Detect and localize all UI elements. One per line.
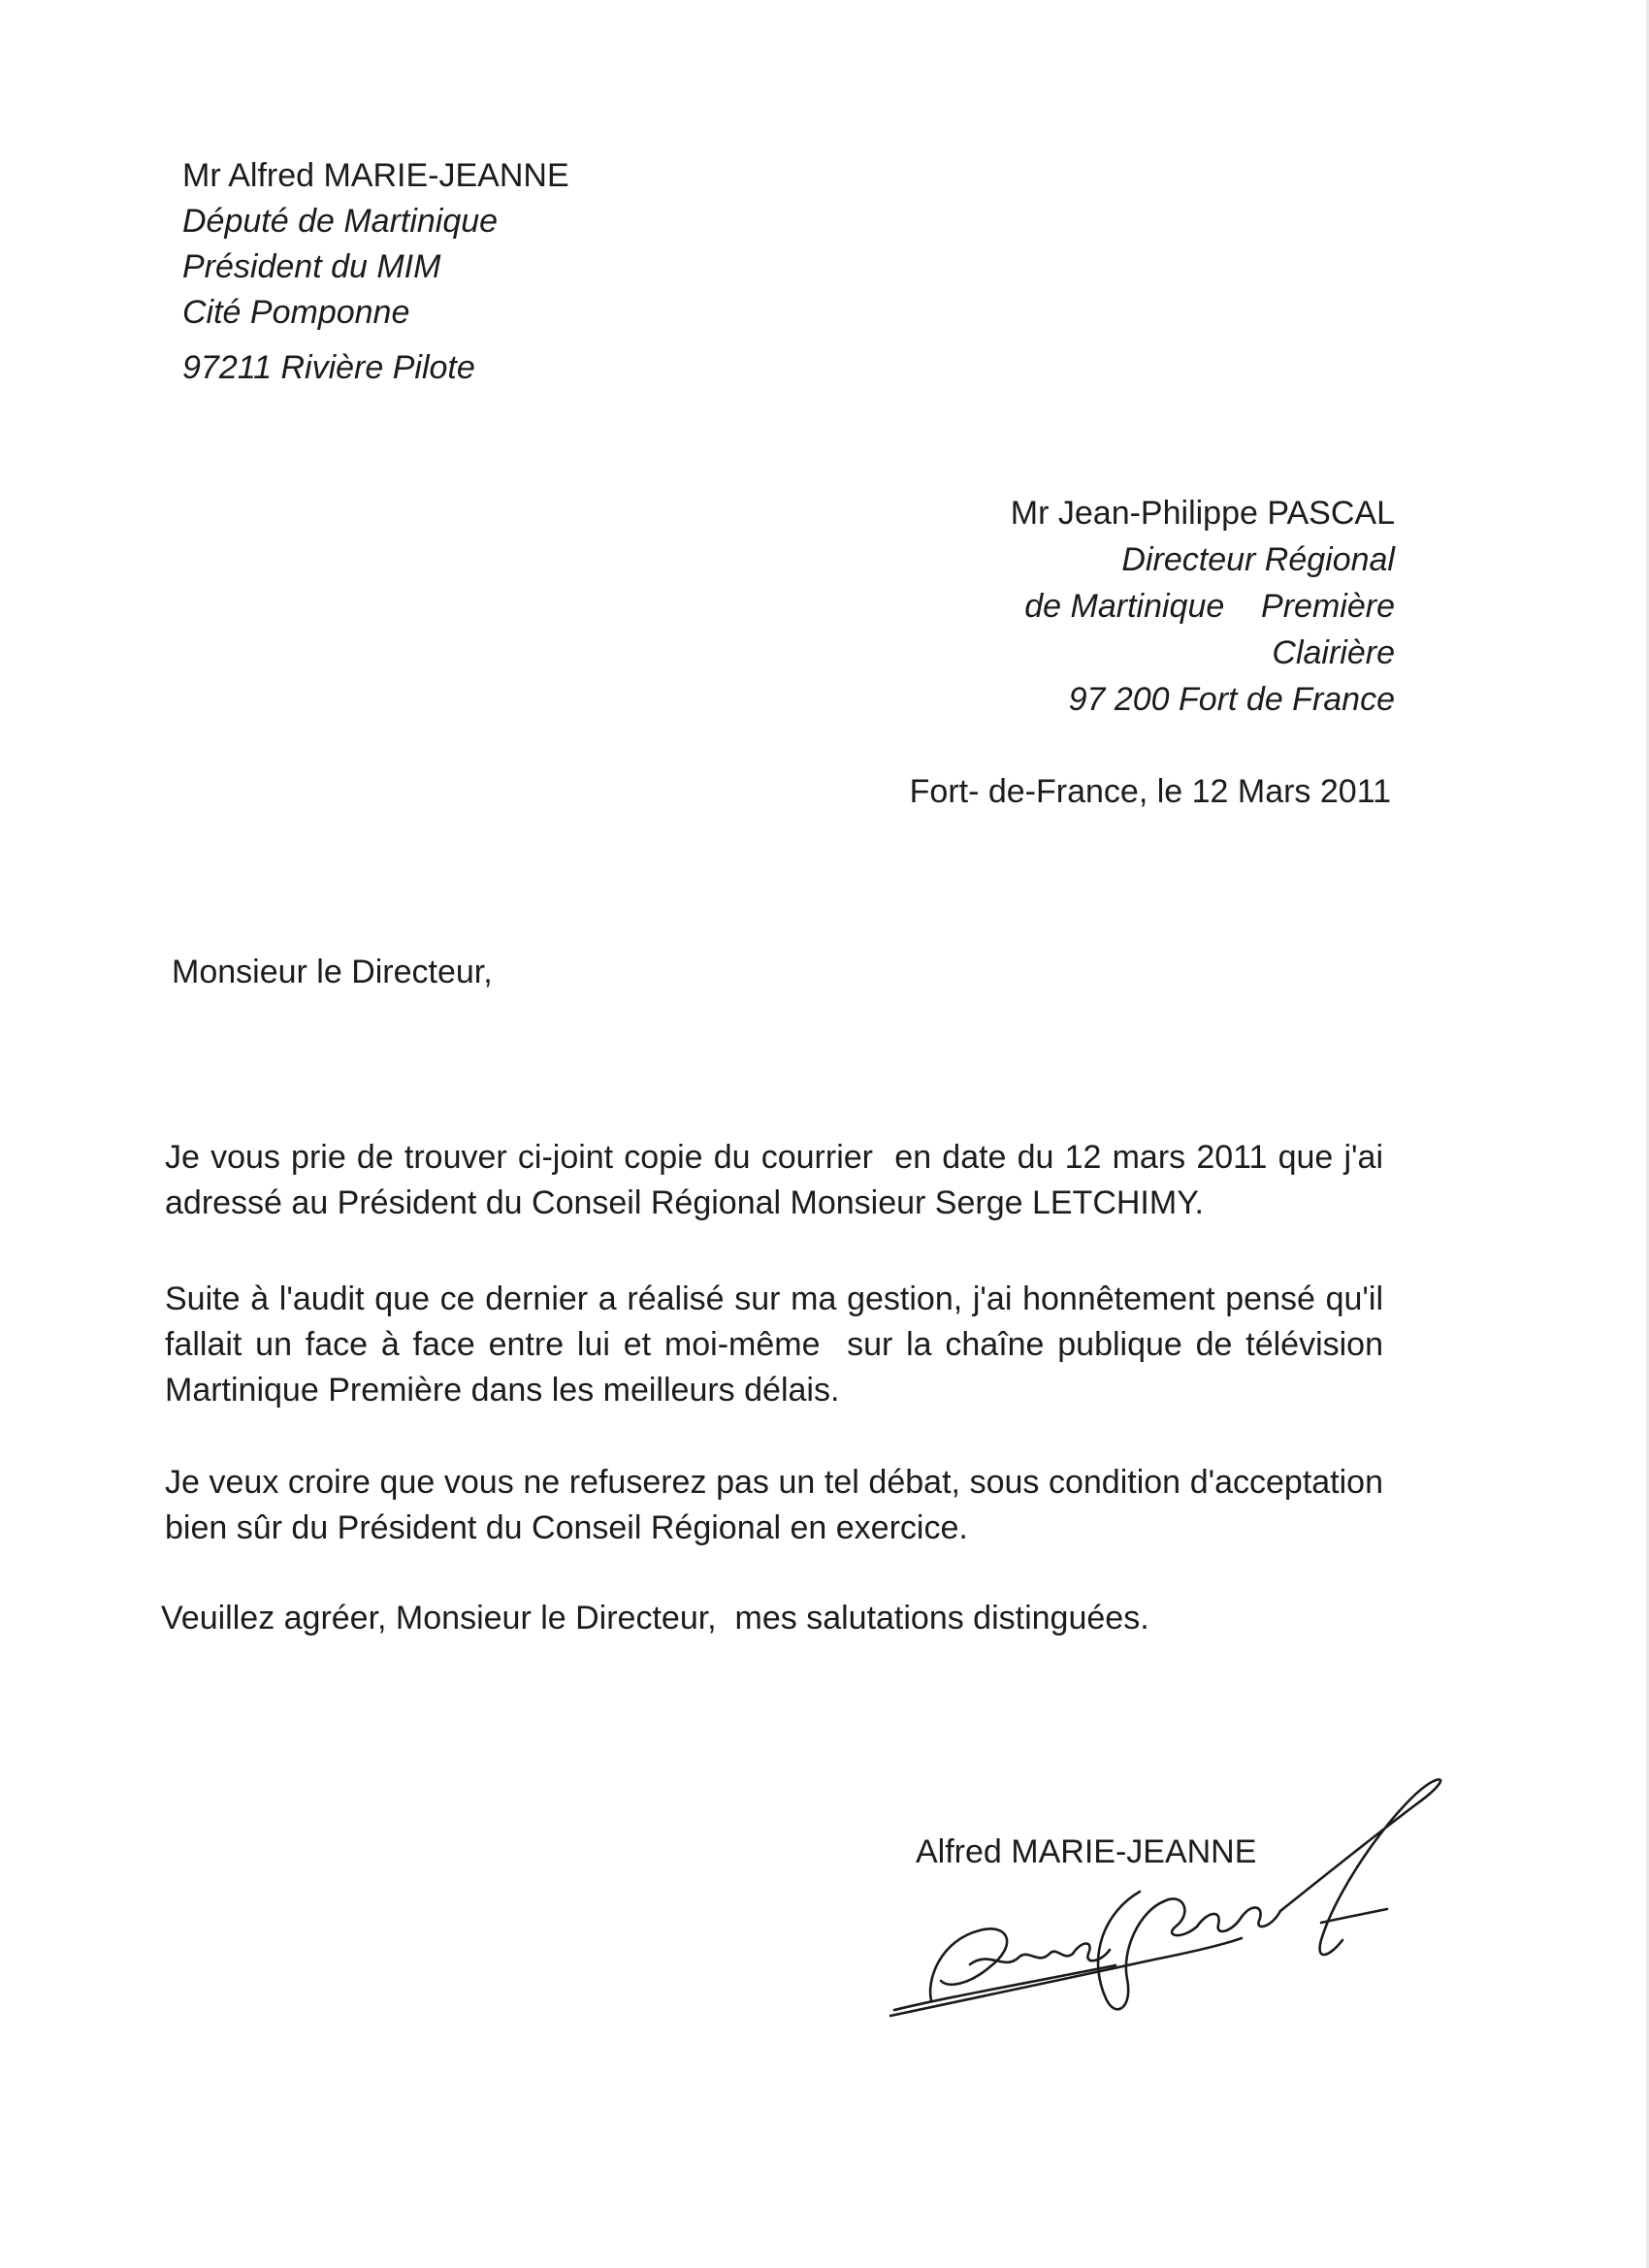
recipient-organization: de Martinique Première [1024,588,1395,625]
body-paragraph-3: Je veux croire que vous ne refuserez pas un tel débat, sous condition d'acceptation bien sûr du Président du Conseil Régional en exercice. [165,1464,1383,1546]
sender-title: Député de Martinique [182,203,499,240]
sender-city: 97211 Rivière Pilote [182,349,475,386]
sender-organization: Président du MIM [182,248,441,285]
recipient-street: Clairière [1272,634,1395,671]
recipient-title: Directeur Régional [1121,541,1395,578]
signatory-printed-name: Alfred MARIE-JEANNE [916,1833,1257,1870]
sender-name: Mr Alfred MARIE-JEANNE [182,157,569,194]
handwritten-signature [873,1746,1455,2037]
recipient-name: Mr Jean-Philippe PASCAL [1010,495,1395,532]
recipient-address [813,490,1395,723]
salutation: Monsieur le Directeur, [172,954,493,990]
body-paragraph-2: Suite à l'audit que ce dernier a réalisé sur ma gestion, j'ai honnêtement pensé qu'il fallait un face à face entre lui et moi-même sur la chaîne publique de télévision Martinique Première dans les meilleurs délais. [165,1280,1393,1409]
sender-street: Cité Pomponne [182,294,410,331]
letter-date: Fort- de-France, le 12 Mars 2011 [909,773,1391,810]
closing-formula: Veuillez agréer, Monsieur le Directeur, mes salutations distinguées. [161,1600,1149,1636]
body-paragraph-1: Je vous prie de trouver ci-joint copie du courrier en date du 12 mars 2011 que j'ai adressé au Président du Conseil Régional Monsieur Serge LETCHIMY. [165,1139,1393,1221]
recipient-city: 97 200 Fort de France [1068,681,1395,718]
